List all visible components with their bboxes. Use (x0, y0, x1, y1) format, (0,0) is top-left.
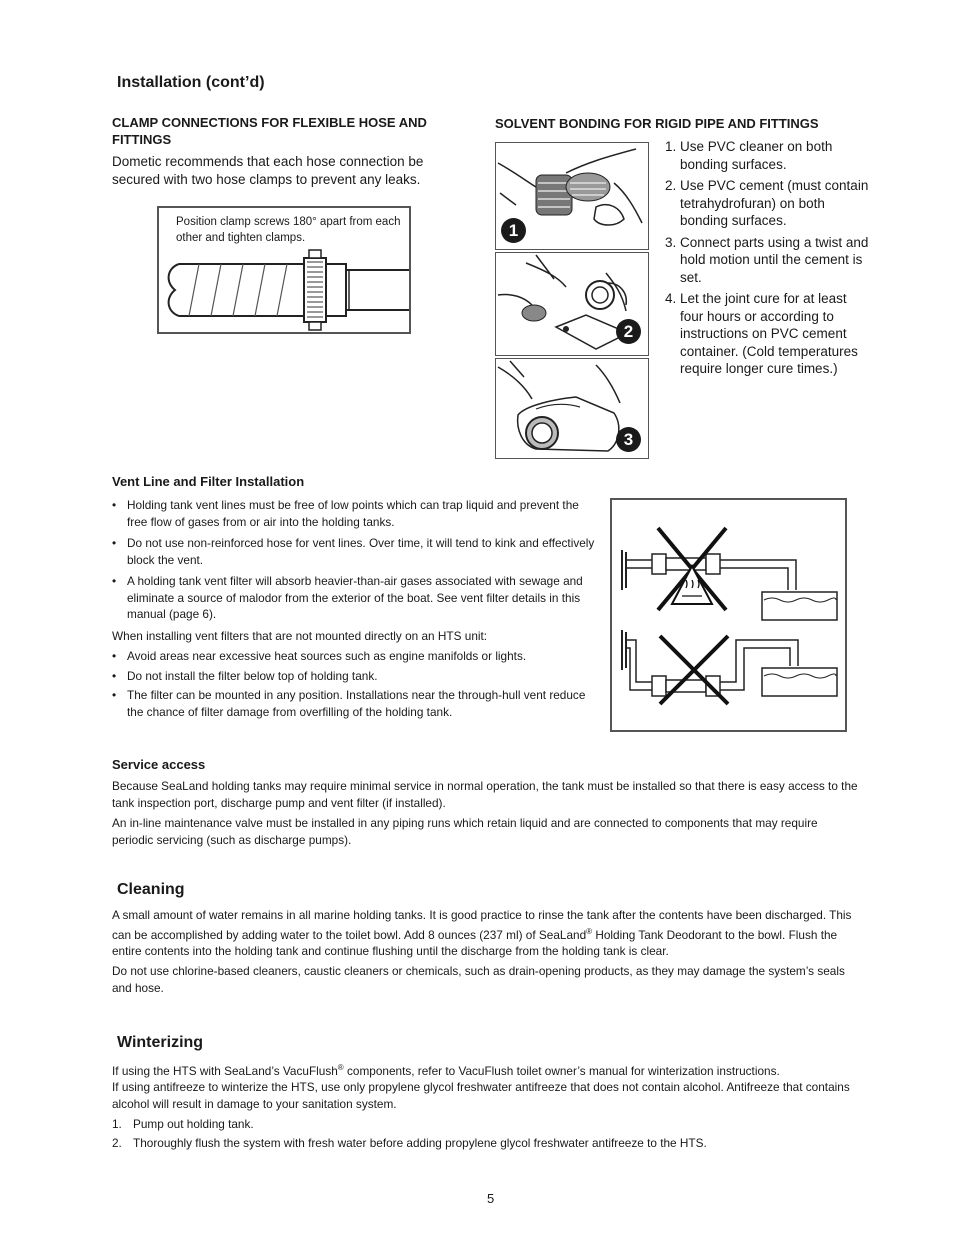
vent-bullet: • Avoid areas near excessive heat sources such as engine manifolds or lights. (112, 649, 527, 663)
solvent-step: 1. Use PVC cleaner on both bonding surfaces. (665, 139, 833, 172)
clamp-figure-caption: Position clamp screws 180° apart from each other and tighten clamps. (176, 216, 401, 244)
vent-bullet: • A holding tank vent filter will absorb heavier-than-air gases associated with sewage and eliminate a source of malodor from the exterior of the boat. See vent filter details in this manual (page 6). (112, 574, 583, 621)
winterizing-body (112, 1060, 872, 1153)
solvent-step: 2. Use PVC cement (must contain tetrahydrofuran) on both bonding surfaces. (665, 178, 869, 228)
winter-step: 2. Thoroughly flush the system with fresh water before adding propylene glycol freshwater antifreeze to the HTS. (112, 1135, 707, 1150)
solvent-step: 3. Connect parts using a twist and hold motion until the cement is set. (665, 234, 869, 285)
vent-bullet: • Do not use non-reinforced hose for vent lines. Over time, it will tend to kink and effectively block the vent. (112, 536, 595, 567)
winter-paragraph: If using antifreeze to winterize the HTS, use only propylene glycol freshwater antifreeze that does not contain alcohol. Antifreeze that contains alcohol will result in damage to your sanitation system. (112, 1080, 850, 1111)
vent-bullet: • Do not install the filter below top of holding tank. (112, 668, 378, 683)
cleaning-body (112, 907, 864, 996)
solvent-step3-figure (495, 358, 649, 459)
winter-step: 1. Pump out holding tank. (112, 1117, 254, 1132)
solvent-steps (665, 138, 870, 382)
hose-clamp-illustration (159, 248, 409, 332)
vent-bullet: • The filter can be mounted in any position. Installations near the through-hull vent reduce the chance of filter damage from overfilling of the holding tank. (112, 688, 586, 719)
vent-heading: Vent Line and Filter Installation (112, 474, 305, 489)
solvent-step: 4. Let the joint cure for at least four hours or according to instructions on PVC cement container. (Cold temperatures require longer cure times.) (665, 291, 858, 376)
service-heading: Service access (112, 757, 206, 772)
cleaning-heading: Cleaning (117, 881, 185, 898)
clamp-heading: CLAMP CONNECTIONS FOR FLEXIBLE HOSE AND FITTINGS (112, 115, 427, 147)
step-badge-2: 2 (616, 319, 641, 344)
clamp-body: Dometic recommends that each hose connection be secured with two hose clamps to prevent any leaks. (112, 154, 424, 187)
solvent-step2-figure (495, 252, 649, 356)
service-paragraph: An in-line maintenance valve must be installed in any piping runs which retain liquid and are connected to components that may require periodic servicing (such as discharge pumps). (112, 816, 818, 847)
winter-paragraph: If using the HTS with SeaLand’s VacuFlush® components, refer to VacuFlush toilet owner’s manual for winterization instructions. (112, 1063, 780, 1078)
solvent-step1-figure (495, 142, 649, 250)
winterizing-heading: Winterizing (117, 1034, 204, 1051)
vent-bullet: • Holding tank vent lines must be free of low points which can trap liquid and prevent the free flow of gases from or air into the holding tanks. (112, 498, 579, 529)
service-paragraph: Because SeaLand holding tanks may require minimal service in normal operation, the tank must be installed so that there is easy access to the tank inspection port, discharge pump and vent filter (if installed). (112, 779, 858, 810)
page-number: 5 (487, 1191, 495, 1206)
solvent-heading: SOLVENT BONDING FOR RIGID PIPE AND FITTINGS (495, 116, 819, 131)
service-body (112, 778, 862, 848)
cleaning-paragraph: Do not use chlorine-based cleaners, caustic cleaners or chemicals, such as drain-opening products, as they may damage the system’s seals and hose. (112, 964, 845, 995)
page-title: Installation (cont’d) (117, 74, 265, 91)
vent-filter-diagram (610, 498, 847, 732)
step-badge-1: 1 (501, 218, 526, 243)
step-badge-3: 3 (616, 427, 641, 452)
vent-bullets (112, 497, 602, 725)
clamp-figure (157, 206, 411, 334)
vent-routing-illustration (612, 500, 845, 730)
cleaning-paragraph: A small amount of water remains in all marine holding tanks. It is good practice to rinse the tank after the contents have been discharged. This can be accomplished by adding water to the toilet bowl. Add 8 ounces (237 ml) of SeaLand® Holding Tank Deodorant to the bowl. Flush the entire contents into the holding tank and continue flushing until the discharge from the holding tank is clear. (112, 908, 852, 958)
vent-intro: When installing vent filters that are not mounted directly on an HTS unit: (112, 628, 488, 643)
